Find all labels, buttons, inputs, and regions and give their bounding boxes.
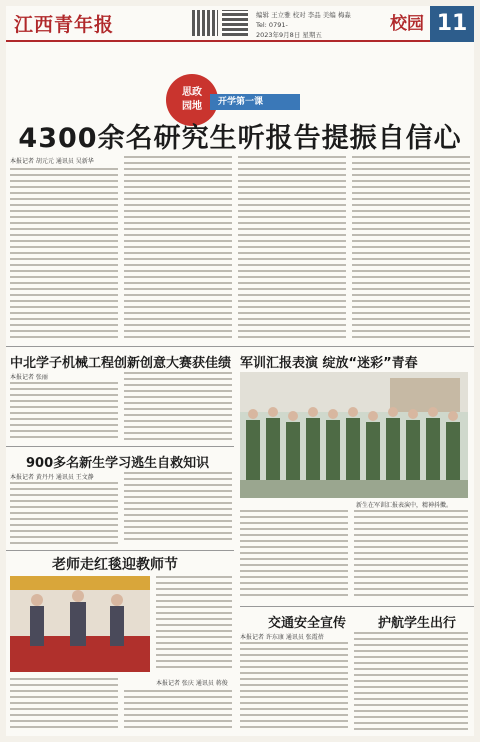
article-byline: 本报记者 许东康 通讯员 张霞蓓: [240, 634, 324, 641]
editor-line: 编辑 王立雅 校对 李品 美编 梅淼: [256, 11, 351, 19]
article-body: [124, 472, 232, 544]
feature-column-2: [124, 156, 232, 340]
article-body: [156, 576, 232, 672]
article-title: 中北学子机械工程创新创意大赛获佳绩: [10, 356, 232, 371]
article-title: 900多名新生学习逃生自救知识: [26, 456, 210, 471]
newspaper-page: [6, 6, 474, 736]
feature-column-1: [10, 168, 118, 340]
article-body: [124, 372, 232, 440]
date-line: 2023年9月8日 星期五: [256, 31, 322, 39]
article-body: [10, 382, 118, 440]
article-title: 军训汇报表演 绽放“迷彩”青春: [240, 356, 418, 371]
article-body: [10, 482, 118, 544]
article-body: [240, 642, 348, 730]
article-body: [354, 632, 468, 730]
qr-code-icon-2: [222, 10, 248, 36]
article-byline: 本报记者 黄丹丹 通讯员 王文静: [10, 474, 94, 481]
article-byline: 本报记者 张庆 通讯员 蒋俊: [156, 680, 228, 687]
article-title: 护航学生出行: [378, 616, 457, 631]
article-body: [10, 678, 118, 730]
article-body: [354, 510, 468, 600]
military-training-photo: [240, 372, 468, 498]
divider: [6, 346, 474, 347]
thought-garden-badge: 思政 园地: [166, 74, 218, 126]
divider: [6, 550, 234, 551]
tel-line: Tel: 0791-: [256, 21, 288, 29]
article-title: 交通安全宣传: [268, 616, 347, 631]
feature-byline: 本报记者 胡元元 通讯员 吴新华: [10, 158, 94, 165]
feature-column-3: [238, 156, 346, 340]
masthead: [6, 6, 474, 42]
feature-banner: 开学第一课: [210, 94, 300, 110]
newspaper-logo: 江西青年报: [14, 14, 115, 36]
divider: [240, 606, 474, 607]
article-byline: 本报记者 张丽: [10, 374, 48, 381]
section-title: 校园: [390, 14, 424, 34]
edition-meta: [256, 10, 351, 40]
divider: [6, 446, 234, 447]
feature-column-4: [352, 156, 470, 340]
article-body: [124, 690, 232, 730]
photo-caption: 新生在军训汇报表演中，精神抖擞。: [356, 502, 453, 509]
teacher-red-carpet-photo: [10, 576, 150, 672]
page-number: 11: [430, 6, 474, 42]
article-title: 老师走红毯迎教师节: [52, 557, 178, 573]
main-headline: 4300余名研究生听报告提振自信心: [18, 123, 462, 154]
article-body: [240, 510, 348, 600]
qr-code-icon: [192, 10, 218, 36]
